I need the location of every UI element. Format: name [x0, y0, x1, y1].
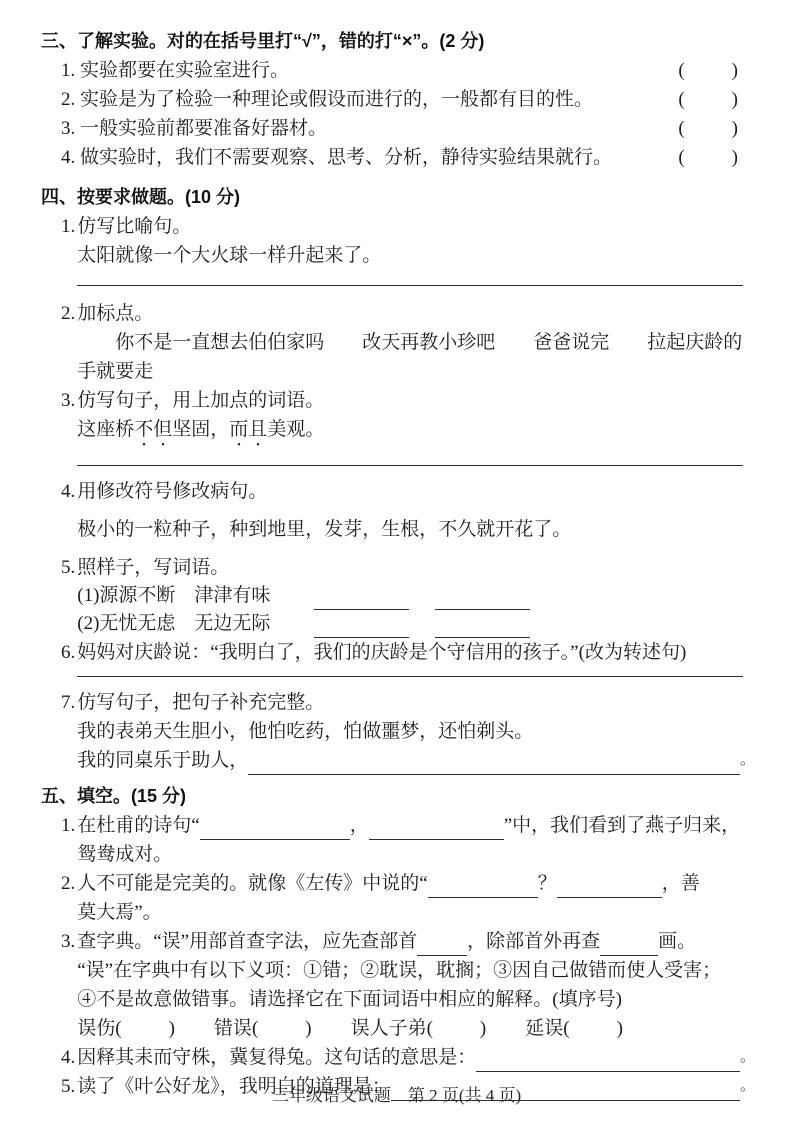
section-3-heading: 三、了解实验。对的在括号里打“√”，错的打“×”。(2 分) — [41, 31, 485, 51]
word-with-bracket: 误伤( ) — [77, 1018, 178, 1039]
section-3-true-false — [41, 26, 755, 172]
answer-blank-line — [77, 465, 743, 466]
punctuation-sentence-line-1: 你不是一直想去伯伯家吗 改天再教小珍吧 爸爸说完 拉起庆龄的 — [115, 332, 743, 353]
answer-blank — [314, 590, 409, 610]
sentence-stem: 我的同桌乐于助人， — [77, 750, 249, 771]
question-title: 照样子，写词语。 — [77, 557, 230, 578]
question-title: 用修改符号修改病句。 — [77, 481, 268, 502]
emphasized-word: 而且 — [229, 419, 268, 440]
answer-bracket: ( ) — [115, 1018, 178, 1039]
answer-blank — [600, 936, 658, 956]
item-number: 1. — [61, 60, 76, 81]
answer-blank-line — [77, 676, 743, 677]
answer-bracket: ( ) — [563, 1018, 626, 1039]
answer-bracket: ( ) — [426, 1018, 490, 1039]
item-number: 1. — [61, 815, 76, 836]
pattern-words: (2)无忧无虑 无边无际 — [77, 613, 271, 634]
answer-blank — [417, 936, 467, 956]
answer-bracket: ( ) — [678, 89, 741, 110]
question-5-3 — [41, 927, 755, 1043]
answer-bracket: ( ) — [678, 118, 741, 139]
answer-bracket: ( ) — [678, 147, 741, 168]
word-with-bracket: 错误( ) — [213, 1018, 315, 1039]
answer-blank — [476, 1049, 740, 1072]
item-number: 1. — [61, 216, 76, 237]
question-title: 仿写句子，用上加点的词语。 — [77, 390, 325, 411]
example-sentence: 我的表弟天生胆小，他怕吃药，怕做噩梦，还怕剃头。 — [77, 721, 534, 742]
question-4-4 — [41, 477, 755, 544]
tf-item-2 — [41, 85, 755, 114]
question-4-7 — [41, 688, 755, 775]
question-4-5 — [41, 553, 755, 638]
answer-bracket: ( ) — [251, 1018, 315, 1039]
answer-blank — [369, 820, 504, 840]
sentence-stem: 因释其耒而守株，冀复得兔。这句话的意思是： — [77, 1047, 477, 1068]
dictionary-line-3: ④不是故意做错事。请选择它在下面词语中相应的解释。(填序号) — [77, 989, 622, 1010]
item-number: 5. — [61, 557, 76, 578]
word-pattern-row-1 — [77, 582, 755, 610]
question-title: 加标点。 — [77, 303, 154, 324]
example-sentence: 太阳就像一个大火球一样升起来了。 — [77, 245, 382, 266]
completion-stem-row — [77, 746, 755, 775]
question-5-4 — [41, 1043, 755, 1072]
item-number: 3. — [61, 118, 76, 139]
answer-blank-line — [77, 285, 743, 286]
tf-item-3 — [41, 114, 755, 143]
answer-blank — [428, 878, 538, 898]
sentence-to-correct: 极小的一粒种子，种到地里，发芽，生根，不久就开花了。 — [77, 519, 572, 540]
section-5-heading: 五、填空。(15 分) — [41, 786, 187, 806]
item-number: 5. — [61, 1076, 76, 1097]
answer-blank — [200, 820, 350, 840]
answer-blank — [314, 618, 409, 638]
word-pattern-row-2 — [77, 610, 755, 638]
example-sentence-with-emphasis: 这座桥不但坚固，而且美观。 — [77, 419, 325, 440]
trailing-period: 。 — [739, 1078, 755, 1094]
answer-bracket: ( ) — [678, 60, 741, 81]
item-number: 3. — [61, 931, 76, 952]
tf-item-1 — [41, 56, 755, 85]
page-footer: 三年级语文试题 第 2 页(共 4 页) — [271, 1086, 522, 1105]
item-text: 做实验时，我们不需要观察、思考、分析，静待实验结果就行。 — [80, 147, 613, 168]
answer-blank — [435, 590, 530, 610]
item-number: 2. — [61, 89, 76, 110]
item-number: 2. — [61, 303, 76, 324]
question-title: 仿写比喻句。 — [77, 216, 192, 237]
section-5-fill-in — [41, 781, 755, 1101]
completion-stem-row — [77, 1043, 755, 1072]
question-title: 仿写句子，把句子补充完整。 — [77, 692, 325, 713]
item-number: 2. — [61, 873, 76, 894]
dictionary-line-1: 查字典。“误”用部首查字法，应先查部首 ，除部首外再查 画。 — [77, 927, 755, 956]
sentence-stem: 读了《叶公好龙》，我明白的道理是： — [77, 1076, 391, 1097]
trailing-period: 。 — [739, 752, 755, 768]
item-number: 4. — [61, 147, 76, 168]
item-number: 3. — [61, 390, 76, 411]
trailing-period: 。 — [739, 1049, 755, 1065]
word-with-bracket: 误人子弟( ) — [350, 1018, 490, 1039]
dictionary-line-2: “误”在字典中有以下义项：①错；②耽误，耽搁；③因自己做错而使人受害； — [77, 960, 722, 981]
fill-line-1: 人不可能是完美的。就像《左传》中说的“ ？ ，善 — [77, 869, 755, 898]
item-number: 4. — [61, 1047, 76, 1068]
item-text: 实验是为了检验一种理论或假设而进行的，一般都有目的性。 — [80, 89, 594, 110]
word-with-bracket: 延误( ) — [525, 1018, 626, 1039]
item-number: 7. — [61, 692, 76, 713]
item-text: 一般实验前都要准备好器材。 — [80, 118, 328, 139]
emphasized-word: 不但 — [134, 419, 173, 440]
section-4-heading: 四、按要求做题。(10 分) — [41, 187, 241, 207]
question-4-6 — [41, 638, 755, 688]
fill-line-2: 莫大焉”。 — [77, 902, 162, 923]
answer-blank — [248, 752, 740, 775]
question-5-1 — [41, 811, 755, 869]
answer-blank — [435, 618, 530, 638]
punctuation-sentence-line-2: 手就要走 — [77, 361, 154, 382]
fill-line-2: 鸳鸯成对。 — [77, 844, 173, 865]
question-5-2 — [41, 869, 755, 927]
question-4-1 — [41, 212, 755, 299]
tf-item-4 — [41, 143, 755, 172]
section-4-exercises — [41, 182, 755, 775]
item-number: 6. — [61, 642, 76, 663]
fill-line-1: 在杜甫的诗句“ ， ”中，我们看到了燕子归来， — [77, 811, 755, 840]
item-text: 实验都要在实验室进行。 — [80, 60, 290, 81]
pattern-words: (1)源源不断 津津有味 — [77, 585, 271, 606]
answer-blank — [557, 878, 662, 898]
question-4-2 — [41, 299, 755, 386]
question-text: 妈妈对庆龄说：“我明白了，我们的庆龄是个守信用的孩子。”(改为转述句) — [77, 642, 687, 663]
word-choice-row — [77, 1014, 755, 1043]
question-4-3 — [41, 386, 755, 477]
item-number: 4. — [61, 481, 76, 502]
